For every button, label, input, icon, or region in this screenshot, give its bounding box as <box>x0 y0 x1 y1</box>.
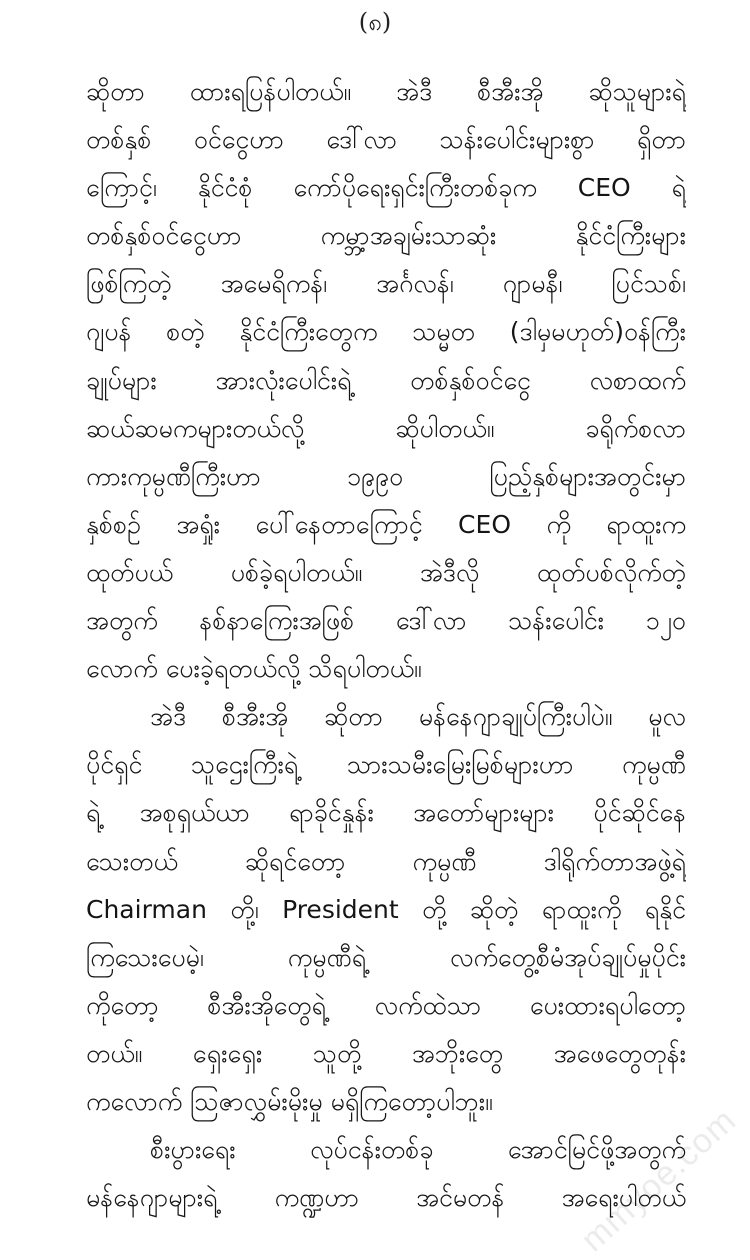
text-line: ဆိုတာ ထားရပြန်ပါတယ်။ အဲဒီ စီအီးအို ဆိုသူများရဲ့ <box>86 77 686 106</box>
text-line: ပိုင်ရှင် သူဌေးကြီးရဲ့ သားသမီးမြေးမြစ်များဟာ ကုမ္ပဏီ <box>86 750 686 780</box>
text-line: တစ်နှစ် ဝင်ငွေဟာ ဒေါ်လာ သန်းပေါင်းများစွာ ရှိတာ <box>86 125 686 155</box>
page-number: (၈) <box>358 8 392 36</box>
text-line: ကိုတော့ စီအီးအိုတွေရဲ့ လက်ထဲသာ ပေးထားရပါတော့ <box>86 990 686 1020</box>
paragraph-first-line: အဲဒီ စီအီးအို ဆိုတာ မန်နေဂျာချုပ်ကြီးပါပဲ။ မူလ <box>150 702 686 732</box>
text-line: ထုတ်ပယ် ပစ်ခဲ့ရပါတယ်။ အဲဒီလို ထုတ်ပစ်လိုက်တဲ့ <box>86 557 686 587</box>
watermark-logo: mmyoe.com <box>573 1101 744 1260</box>
text-line: ကြသေးပေမဲ့၊ ကုမ္ပဏီရဲ့ လက်တွေ့စီမံအုပ်ချုပ်မှုပိုင်း <box>86 942 686 972</box>
text-line: Chairman တို့၊ President တို့ ဆိုတဲ့ ရာထူးကို ရနိုင် <box>86 894 686 924</box>
body-text <box>86 68 686 1222</box>
text-line: တစ်နှစ်ဝင်ငွေဟာ ကမ္ဘာ့အချမ်းသာဆုံး နိုင်ငံကြီးများ <box>86 221 686 251</box>
text-line: မန်နေဂျာများရဲ့ ကဏ္ဍဟာ အင်မတန် အရေးပါတယ် <box>86 1183 686 1213</box>
text-line: ချုပ်များ အားလုံးပေါင်းရဲ့ တစ်နှစ်ဝင်ငွေ လစာထက် <box>86 365 686 395</box>
text-line: အတွက် နစ်နာကြေးအဖြစ် ဒေါ်လာ သန်းပေါင်း ၁၂၀ <box>86 606 686 636</box>
text-line: ကြောင့်၊ နိုင်ငံစုံ ကော်ပိုရေးရှင်းကြီးတစ်ခုက CEO ရဲ့ <box>86 173 686 203</box>
text-line: ရဲ့ အစုရှယ်ယာ ရာခိုင်နှုန်း အတော်များများ ပိုင်ဆိုင်နေ <box>86 798 686 828</box>
text-line: ဆယ်ဆမကများတယ်လို့ ဆိုပါတယ်။ ခရိုက်စလာ <box>86 413 686 443</box>
paragraph-end-line: ကလောက် ဩဇာလွှမ်းမိုးမှု မရှိကြတော့ပါဘူး။ <box>86 1086 493 1116</box>
text-line: ကားကုမ္ပဏီကြီးဟာ ၁၉၉၀ ပြည့်နှစ်များအတွင်းမှာ <box>86 461 686 491</box>
text-line: ဖြစ်ကြတဲ့ အမေရိကန်၊ အင်္ဂလန်၊ ဂျာမနီ၊ ပြင်သစ်၊ <box>86 269 686 299</box>
text-line: ဂျပန် စတဲ့ နိုင်ငံကြီးတွေက သမ္မတ (ဒါမှမဟုတ်)ဝန်ကြီး <box>86 317 686 347</box>
paragraph-first-line: စီးပွားရေး လုပ်ငန်းတစ်ခု အောင်မြင်ဖို့အတွက် <box>150 1135 686 1165</box>
paragraph-end-line: လောက် ပေးခဲ့ရတယ်လို့ သိရပါတယ်။ <box>86 654 422 684</box>
text-line: နှစ်စဉ် အရှုံး ပေါ်နေတာကြောင့် CEO ကို ရာထူးက <box>86 509 686 539</box>
text-line: တယ်။ ရှေးရှေး သူတို့ အဘိုးတွေ အဖေတွေတုန်း <box>86 1038 686 1068</box>
text-line: သေးတယ် ဆိုရင်တော့ ကုမ္ပဏီ ဒါရိုက်တာအဖွဲ့ရဲ့ <box>86 846 686 876</box>
